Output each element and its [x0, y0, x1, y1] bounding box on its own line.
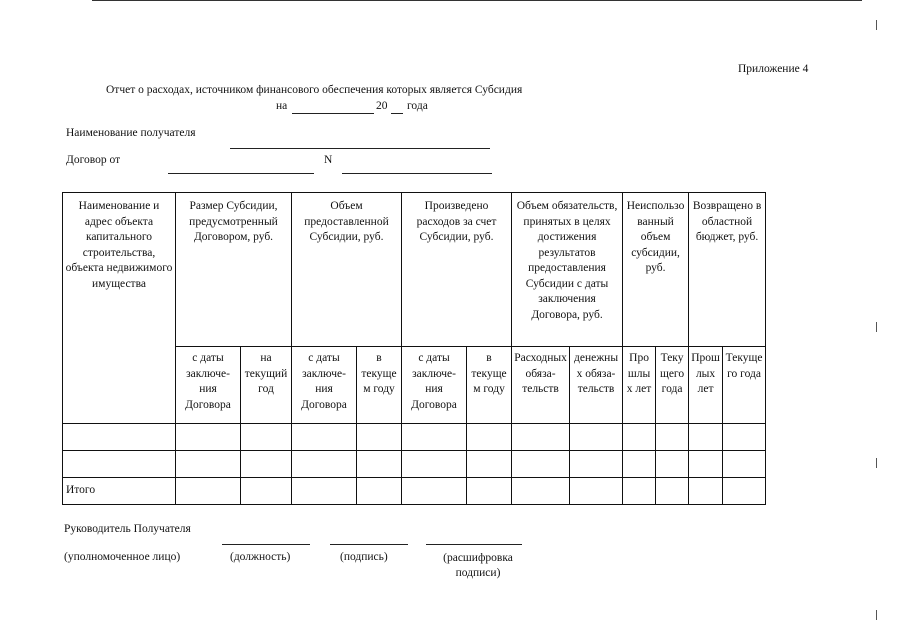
- table-row: [63, 451, 766, 478]
- subheader-cell: в текущем году: [467, 347, 512, 424]
- table-row: [63, 424, 766, 451]
- subheader-cell: Расходных обяза-тельств: [512, 347, 570, 424]
- subheader-cell: в текущем году: [357, 347, 402, 424]
- edge-mark: [876, 458, 877, 468]
- report-title: Отчет о расходах, источником финансового обеспечения которых является Субсидия: [106, 84, 523, 96]
- subheader-cell: Прошлых лет: [623, 347, 656, 424]
- subheader-cell: денежных обяза-тельств: [570, 347, 623, 424]
- header-obligations: Объем обязательств, принятых в целях достижения результатов предоставления Субсидии с даты заключения Договора, руб.: [512, 193, 623, 347]
- recipient-label: Наименование получателя: [66, 127, 196, 139]
- page-top-rule: [92, 0, 862, 1]
- contract-number-label: N: [324, 154, 333, 166]
- contract-date-field[interactable]: [168, 173, 314, 174]
- subheader-cell: с даты заключе-ния Договора: [176, 347, 241, 424]
- appendix-label: Приложение 4: [738, 63, 809, 75]
- decoding-caption: (расшифровка подписи): [443, 552, 513, 579]
- report-date-line: на 20 года: [276, 100, 428, 112]
- head-label: Руководитель Получателя: [64, 523, 191, 535]
- subheader-cell: Текущего года: [656, 347, 689, 424]
- position-field[interactable]: [222, 544, 310, 545]
- subheader-cell: Текущего года: [723, 347, 766, 424]
- edge-mark: [876, 322, 877, 332]
- subheader-cell: Прошлых лет: [689, 347, 723, 424]
- header-subsidy-size: Размер Субсидии, предусмотренный Договором, руб.: [176, 193, 292, 347]
- subheader-cell: с даты заключе-ния Договора: [292, 347, 357, 424]
- header-returned: Возвращено в областной бюджет, руб.: [689, 193, 766, 347]
- recipient-field[interactable]: [230, 148, 490, 149]
- decoding-field[interactable]: [426, 544, 522, 545]
- contract-number-field[interactable]: [342, 173, 492, 174]
- signature-field[interactable]: [330, 544, 408, 545]
- authorized-person-caption: (уполномоченное лицо): [64, 551, 181, 563]
- edge-mark: [876, 610, 877, 620]
- signature-caption: (подпись): [340, 551, 388, 563]
- contract-label: Договор от: [66, 154, 121, 166]
- edge-mark: [876, 20, 877, 30]
- header-expenses-made: Произведено расходов за счет Субсидии, руб.: [402, 193, 512, 347]
- subheader-cell: на текущий год: [241, 347, 292, 424]
- header-object-name: Наименование и адрес объекта капитального строительства, объекта недвижимого имущества: [63, 193, 176, 424]
- position-caption: (должность): [230, 551, 291, 563]
- total-label: Итого: [63, 478, 176, 505]
- subheader-cell: с даты заключе-ния Договора: [402, 347, 467, 424]
- header-unused-subsidy: Неиспользованный объем субсидии, руб.: [623, 193, 689, 347]
- header-subsidy-provided: Объем предоставленной Субсидии, руб.: [292, 193, 402, 347]
- total-row: [63, 478, 766, 505]
- report-table: [62, 192, 766, 505]
